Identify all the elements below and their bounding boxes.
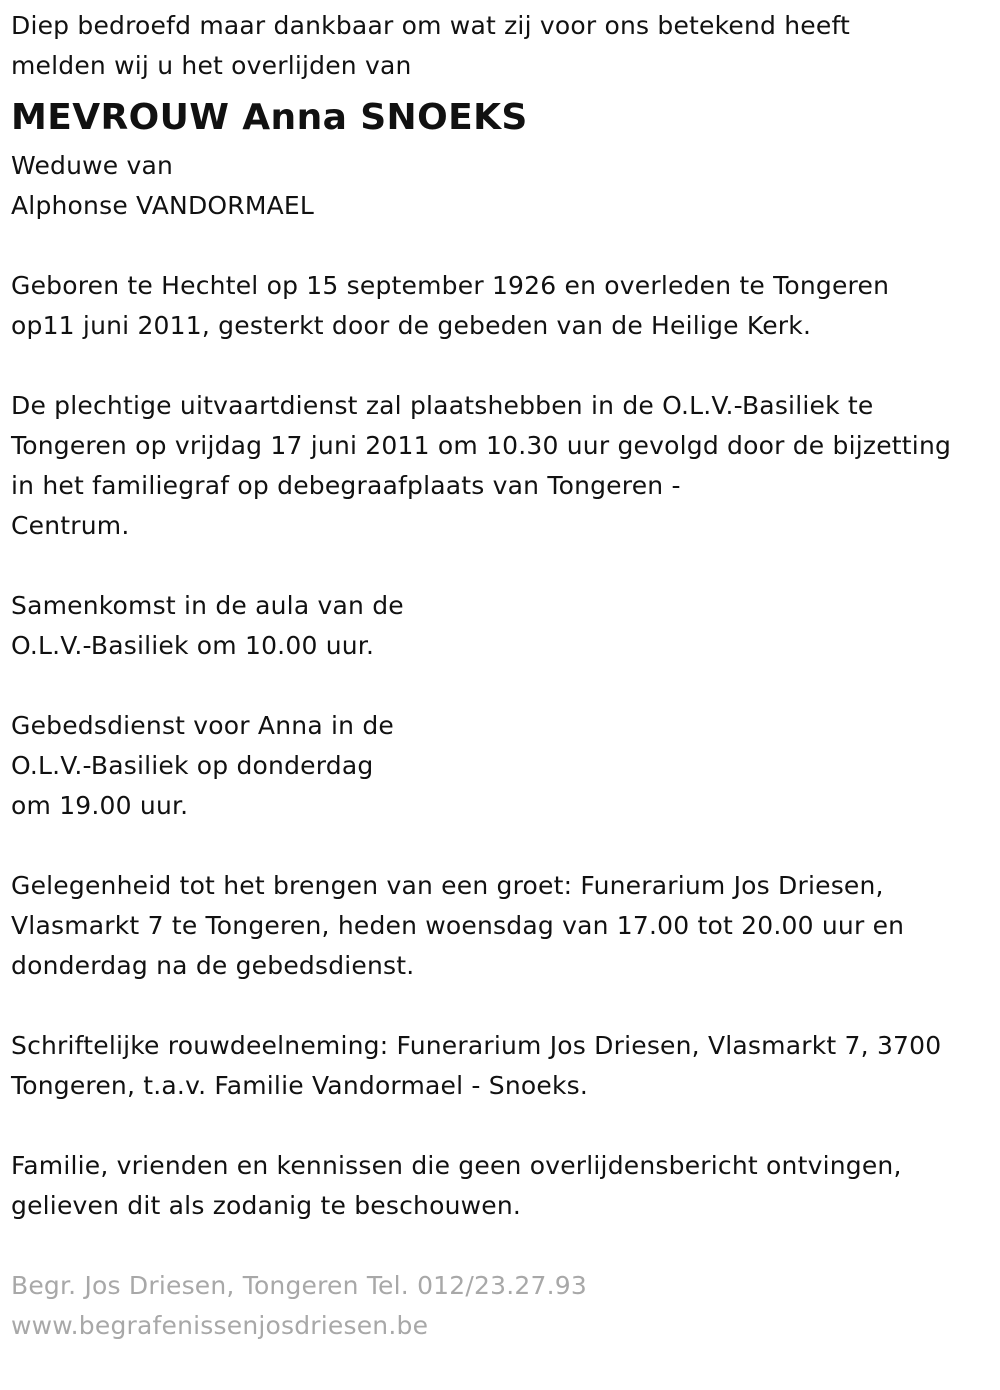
visitation-line: Vlasmarkt 7 te Tongeren, heden woensdag van 17.00 tot 20.00 uur en xyxy=(11,911,905,940)
funeral-home-website: www.begrafenissenjosdriesen.be xyxy=(11,1311,429,1340)
spouse-name: Alphonse VANDORMAEL xyxy=(11,191,315,220)
visitation-line: donderdag na de gebedsdienst. xyxy=(11,951,415,980)
notice-paragraph xyxy=(11,1146,991,1226)
spacer xyxy=(11,346,991,386)
birth-line: Geboren te Hechtel op 15 september 1926 en overleden te Tongeren xyxy=(11,271,890,300)
intro-line: melden wij u het overlijden van xyxy=(11,51,412,80)
deceased-name: MEVROUW Anna SNOEKS xyxy=(11,97,528,138)
funeral-line: Centrum. xyxy=(11,511,130,540)
intro-paragraph xyxy=(11,6,991,86)
prayer-line: om 19.00 uur. xyxy=(11,791,189,820)
spacer xyxy=(11,1226,991,1266)
notice-line: Familie, vrienden en kennissen die geen overlijdensbericht ontvingen, xyxy=(11,1151,902,1180)
gathering-line: O.L.V.-Basiliek om 10.00 uur. xyxy=(11,631,375,660)
intro-line: Diep bedroefd maar dankbaar om wat zij voor ons betekend heeft xyxy=(11,11,851,40)
spacer xyxy=(11,666,991,706)
funeral-line: De plechtige uitvaartdienst zal plaatshebben in de O.L.V.-Basiliek te xyxy=(11,391,874,420)
funeral-line: Tongeren op vrijdag 17 juni 2011 om 10.30 uur gevolgd door de bijzetting xyxy=(11,431,952,460)
birth-paragraph xyxy=(11,266,991,346)
funeral-home-contact: Begr. Jos Driesen, Tongeren Tel. 012/23.27.93 xyxy=(11,1271,587,1300)
visitation-paragraph xyxy=(11,866,991,986)
condolences-line: Schriftelijke rouwdeelneming: Funerarium Jos Driesen, Vlasmarkt 7, 3700 xyxy=(11,1031,942,1060)
spacer xyxy=(11,1106,991,1146)
obituary-notice xyxy=(11,6,991,1346)
spacer xyxy=(11,826,991,866)
notice-line: gelieven dit als zodanig te beschouwen. xyxy=(11,1191,522,1220)
spacer xyxy=(11,986,991,1026)
funeral-paragraph xyxy=(11,386,991,546)
prayer-line: Gebedsdienst voor Anna in de xyxy=(11,711,394,740)
gathering-paragraph xyxy=(11,586,991,666)
prayer-paragraph xyxy=(11,706,991,826)
widow-of-label: Weduwe van xyxy=(11,151,174,180)
condolences-line: Tongeren, t.a.v. Familie Vandormael - Snoeks. xyxy=(11,1071,589,1100)
gathering-line: Samenkomst in de aula van de xyxy=(11,591,404,620)
funeral-line: in het familiegraf op debegraafplaats van Tongeren - xyxy=(11,471,681,500)
deceased-block xyxy=(11,94,991,226)
birth-line: op11 juni 2011, gesterkt door de gebeden van de Heilige Kerk. xyxy=(11,311,812,340)
funeral-home-footer xyxy=(11,1266,991,1346)
visitation-line: Gelegenheid tot het brengen van een groet: Funerarium Jos Driesen, xyxy=(11,871,884,900)
condolences-paragraph xyxy=(11,1026,991,1106)
prayer-line: O.L.V.-Basiliek op donderdag xyxy=(11,751,374,780)
spacer xyxy=(11,546,991,586)
spacer xyxy=(11,226,991,266)
